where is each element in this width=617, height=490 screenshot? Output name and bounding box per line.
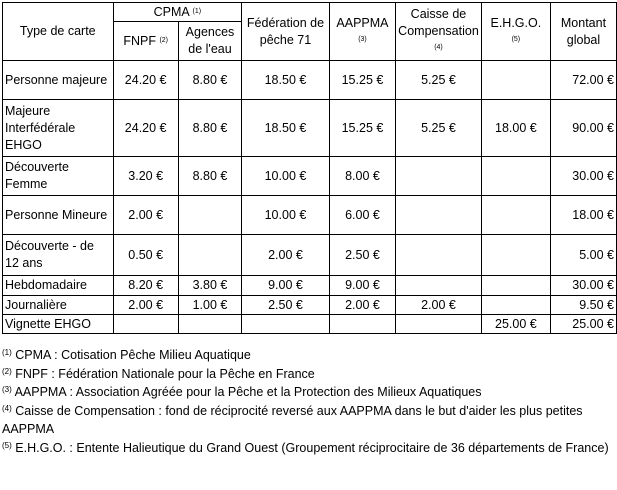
header-aappma-sup: (3) <box>358 35 367 43</box>
footnote-marker: (5) <box>2 440 12 450</box>
cell-total: 90.00 € <box>550 100 616 157</box>
cell-aappma: 2.50 € <box>329 235 395 276</box>
cell-ehgo <box>481 296 550 315</box>
cell-federation: 18.50 € <box>242 61 330 100</box>
cell-aappma: 15.25 € <box>329 61 395 100</box>
cell-agences: 3.80 € <box>178 276 241 296</box>
cell-ehgo <box>481 61 550 100</box>
header-cpma-sup: (1) <box>192 7 202 15</box>
header-caisse-sup: (4) <box>434 44 443 51</box>
row-label: Personne majeure <box>3 61 114 100</box>
table-header <box>3 3 617 61</box>
header-total: Montant global <box>550 3 616 61</box>
cell-agences <box>178 315 241 334</box>
header-caisse <box>396 3 482 61</box>
footnote-text: E.H.G.O. : Entente Halieutique du Grand Ouest (Groupement réciprocitaire de 36 départements de France) <box>11 440 609 455</box>
cell-total: 5.00 € <box>550 235 616 276</box>
cell-total: 9.50 € <box>550 296 616 315</box>
cell-total: 30.00 € <box>550 157 616 196</box>
cell-fnpf: 2.00 € <box>113 296 178 315</box>
row-label: Découverte - de 12 ans <box>3 235 114 276</box>
table-row <box>3 296 617 315</box>
row-label: Majeure Interfédérale EHGO <box>3 100 114 157</box>
table-row <box>3 61 617 100</box>
header-type: Type de carte <box>3 3 114 61</box>
cell-agences: 8.80 € <box>178 61 241 100</box>
cell-ehgo: 18.00 € <box>481 100 550 157</box>
cell-federation: 10.00 € <box>242 196 330 235</box>
header-fnpf-sup: (2) <box>159 36 168 44</box>
header-federation: Fédération de pêche 71 <box>242 3 330 61</box>
footnote-marker: (3) <box>2 385 12 394</box>
cell-total: 30.00 € <box>550 276 616 296</box>
cell-ehgo <box>481 157 550 196</box>
cell-caisse: 2.00 € <box>396 296 482 315</box>
footnote-marker: (4) <box>2 403 12 413</box>
cell-ehgo <box>481 196 550 235</box>
header-agences: Agences de l'eau <box>178 22 241 61</box>
table-row <box>3 315 617 334</box>
header-cpma-label: CPMA <box>153 4 190 19</box>
cell-caisse: 5.25 € <box>396 100 482 157</box>
cell-aappma: 15.25 € <box>329 100 395 157</box>
row-label: Hebdomadaire <box>3 276 114 296</box>
cell-fnpf <box>113 315 178 334</box>
header-ehgo-sup: (5) <box>511 35 521 43</box>
table-row <box>3 276 617 296</box>
footnote-text: CPMA : Cotisation Pêche Milieu Aquatique <box>11 348 251 362</box>
cell-agences <box>178 196 241 235</box>
cell-agences <box>178 235 241 276</box>
cell-aappma: 9.00 € <box>329 276 395 296</box>
footnote-text: FNPF : Fédération Nationale pour la Pêche en France <box>11 366 315 381</box>
cell-fnpf: 3.20 € <box>113 157 178 196</box>
header-fnpf-label: FNPF <box>123 33 156 48</box>
row-label: Découverte Femme <box>3 157 114 196</box>
footnote-cpma <box>2 346 614 365</box>
table-row <box>3 196 617 235</box>
header-aappma-label: AAPPMA <box>336 15 389 30</box>
cell-total: 18.00 € <box>550 196 616 235</box>
footnote-caisse <box>2 402 614 439</box>
footnote-marker: (1) <box>2 348 12 357</box>
table-row <box>3 235 617 276</box>
table-row <box>3 157 617 196</box>
table-row <box>3 100 617 157</box>
cell-caisse <box>396 157 482 196</box>
header-cpma <box>113 3 242 22</box>
cell-total: 25.00 € <box>550 315 616 334</box>
cell-ehgo: 25.00 € <box>481 315 550 334</box>
cell-aappma <box>329 315 395 334</box>
header-ehgo <box>481 3 550 61</box>
cell-aappma: 6.00 € <box>329 196 395 235</box>
cell-agences: 8.80 € <box>178 157 241 196</box>
table-body <box>3 61 617 334</box>
cell-agences: 1.00 € <box>178 296 241 315</box>
footnote-marker: (2) <box>2 366 12 376</box>
cell-caisse <box>396 235 482 276</box>
cell-fnpf: 0.50 € <box>113 235 178 276</box>
cell-ehgo <box>481 235 550 276</box>
cell-caisse <box>396 196 482 235</box>
cell-federation: 9.00 € <box>242 276 330 296</box>
cell-federation: 2.00 € <box>242 235 330 276</box>
header-aappma <box>329 3 395 61</box>
cell-total: 72.00 € <box>550 61 616 100</box>
cell-federation: 10.00 € <box>242 157 330 196</box>
footnote-aappma <box>2 383 614 402</box>
cell-caisse <box>396 276 482 296</box>
cell-federation: 18.50 € <box>242 100 330 157</box>
cell-aappma: 8.00 € <box>329 157 395 196</box>
cell-ehgo <box>481 276 550 296</box>
footnote-text: Caisse de Compensation : fond de réciprocité reversé aux AAPPMA dans le but d'aider les plus petites AAPPMA <box>2 403 583 436</box>
cell-caisse <box>396 315 482 334</box>
footnote-fnpf <box>2 365 614 384</box>
cell-federation <box>242 315 330 334</box>
cell-fnpf: 24.20 € <box>113 100 178 157</box>
row-label: Personne Mineure <box>3 196 114 235</box>
cell-agences: 8.80 € <box>178 100 241 157</box>
row-label: Journalière <box>3 296 114 315</box>
row-label: Vignette EHGO <box>3 315 114 334</box>
header-fnpf <box>113 22 178 61</box>
footnote-text: AAPPMA : Association Agréée pour la Pêche et la Protection des Milieux Aquatiques <box>11 385 482 399</box>
cell-caisse: 5.25 € <box>396 61 482 100</box>
header-caisse-label: Caisse de Compensation <box>398 7 479 38</box>
header-ehgo-label: E.H.G.O. <box>490 15 542 30</box>
cell-federation: 2.50 € <box>242 296 330 315</box>
cell-aappma: 2.00 € <box>329 296 395 315</box>
footnotes <box>2 346 614 457</box>
fees-table <box>2 2 617 334</box>
cell-fnpf: 2.00 € <box>113 196 178 235</box>
footnote-ehgo <box>2 439 614 458</box>
cell-fnpf: 24.20 € <box>113 61 178 100</box>
cell-fnpf: 8.20 € <box>113 276 178 296</box>
